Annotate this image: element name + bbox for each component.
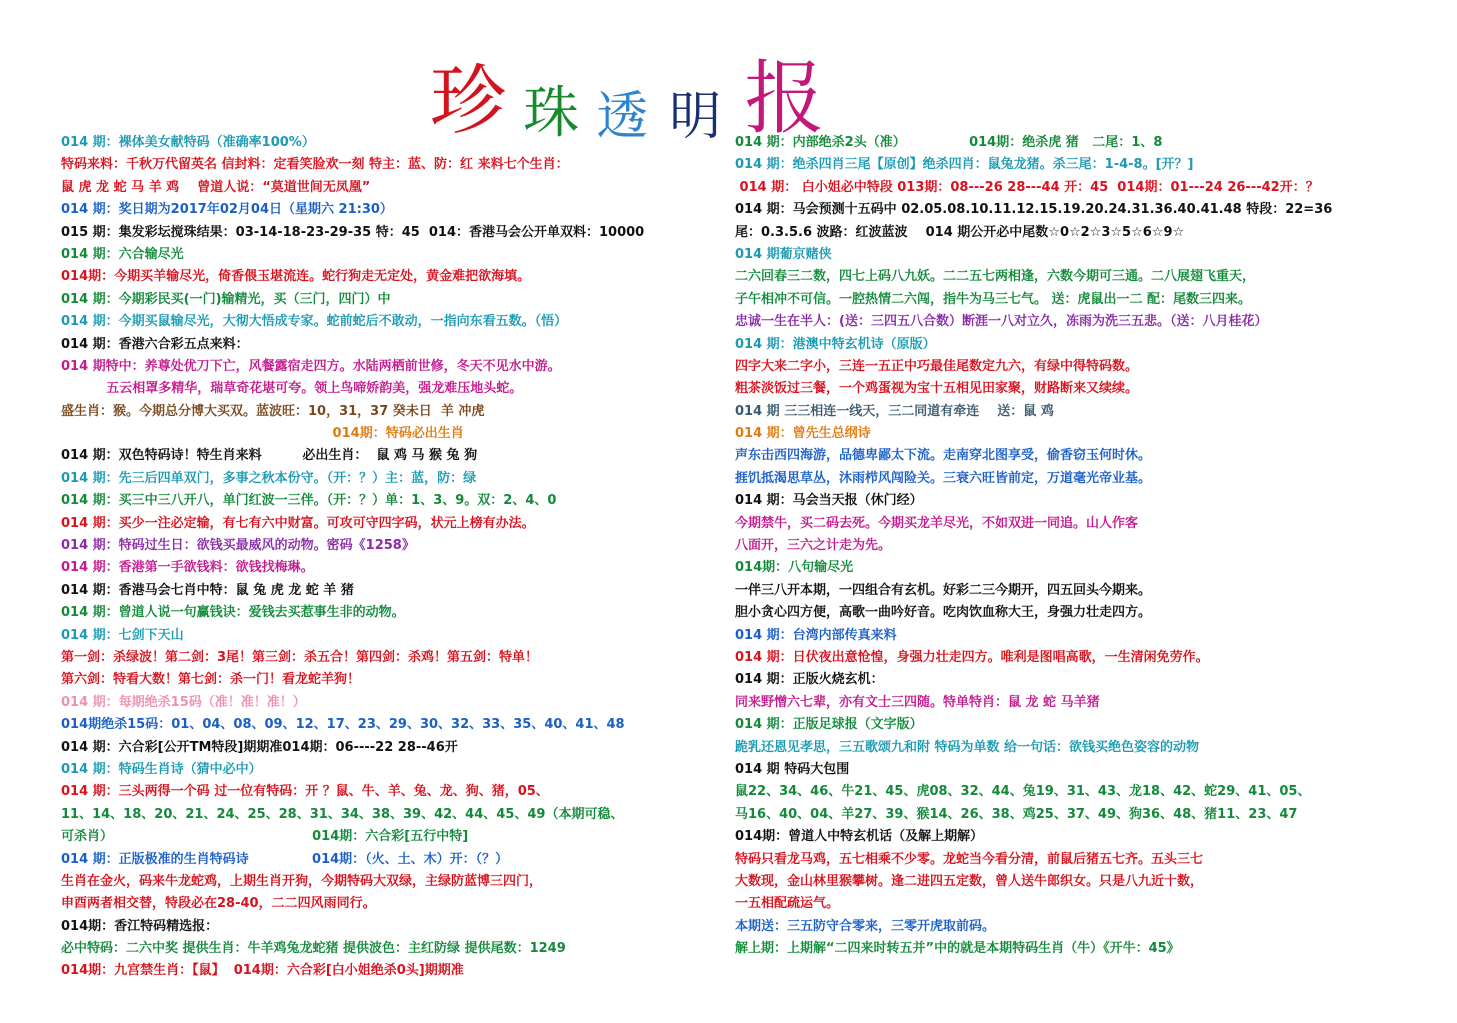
text-line: 声东击西四海游，品德卑鄙太下流。走南穿北图享受，偷香窃玉何时休。 xyxy=(735,448,1152,464)
text-line: 014 期：特码过生日：欲钱买最威风的动物。密码《1258》 xyxy=(61,538,415,554)
text-line: 014 期：曾道人说一句赢钱诀：爱钱去买惹事生非的动物。 xyxy=(61,605,405,621)
text-line: 鼠22、34、46、牛21、45、虎08、32、44、兔19、31、43、龙18、42、蛇29、41、05、 xyxy=(735,784,1311,800)
text-line: 014 期：日伏夜出意怆惶，身强力壮走四方。唯利是图唱高歌，一生清闲免劳作。 xyxy=(735,649,1209,665)
text-line: 捱饥抵渴思草丛，沐雨栉风闯险关。三衰六旺皆前定，万道毫光帝业基。 xyxy=(735,470,1152,486)
text-line: 014期：香江特码精选报： xyxy=(61,918,219,934)
text-line: 八面开，三六之计走为先。 xyxy=(735,538,892,554)
text-line: 014 期：买三中三八开八，单门红波一三伴。（开：？）单：1、3、9。双：2、4、0 xyxy=(61,493,557,509)
text-line: 014 期： 白小姐必中特段 013期：08---26 28---44 开：45 014期：01---24 26---42开：？ xyxy=(735,179,1319,195)
text-line: 本期送：三五防守合零来，三零开虎取前码。 xyxy=(735,918,996,934)
text-line: 014 期：先三后四单双门，多事之秋本份守。（开：？）主：蓝，防：绿 xyxy=(61,470,477,486)
text-line: 014 期：正版火烧玄机： xyxy=(735,672,884,688)
text-line: 014 期特中：养尊处优刀下亡，风餐露宿走四方。水陆两栖前世修，冬天不见水中游。 xyxy=(61,358,561,374)
page-title xyxy=(430,34,825,147)
text-line: 014 期：特码生肖诗（猜中必中） xyxy=(61,761,262,777)
text-line: 014 期：每期绝杀15码（准！准！准！） xyxy=(61,694,306,710)
text-line: 第六剑：特看大数！第七剑：杀一门！看龙蛇羊狗！ xyxy=(61,672,361,688)
text-line: 014 期：裸体美女献特码（准确率100%） xyxy=(61,135,315,150)
text-line: 014 期：买少一注必定输，有七有六中财富。可攻可守四字码，状元上榜有办法。 xyxy=(61,515,535,531)
text-line: 015 期：集发彩坛搅珠结果：03-14-18-23-29-35 特：45 014：香港马会公开单双料：10000 xyxy=(61,224,645,240)
title-char-2: 珠 xyxy=(523,81,580,146)
text-line: 同来野憎六七辈，亦有文士三四随。特单特肖：鼠 龙 蛇 马羊猪 xyxy=(735,694,1100,710)
text-line: 子午相冲不可信。一腔热情二六闯，指牛为马三七气。 送：虎鼠出一二 配：尾数三四来。 xyxy=(735,291,1252,307)
text-line: 014 期：双色特码诗！特生肖来料 必出生肖： 鼠 鸡 马 猴 兔 狗 xyxy=(61,448,478,464)
text-line: 必中特码：二六中奖 提供生肖：牛羊鸡兔龙蛇猪 提供波色：主红防绿 提供尾数：1249 xyxy=(61,941,566,957)
text-line: 014 期：今期彩民买(一门)输精光，买（三门，四门）中 xyxy=(61,291,391,307)
text-line: 特码只看龙马鸡，五七相乘不少零。龙蛇当今看分清，前鼠后猪五七齐。五头三七 xyxy=(735,851,1204,867)
text-line: 014 期：六合输尽光 xyxy=(61,246,184,262)
text-line: 盛生肖：猴。今期总分博大买双。蓝波旺：10，31，37 癸未日 羊 冲虎 xyxy=(61,403,485,419)
right-column xyxy=(735,132,1435,960)
text-line: 一五相配疏运气。 xyxy=(735,896,840,912)
text-line: 014 期：马会当天报（休门经） xyxy=(735,493,923,509)
text-line: 014 期：绝杀四肖三尾【原创】绝杀四肖：鼠兔龙猪。杀三尾：1-4-8。[开？] xyxy=(735,157,1194,173)
text-line: 二六回春三二数，四七上码八九妖。二二五七两相逢，六数今期可三通。二八展翅飞重天， xyxy=(735,269,1256,285)
text-line: 014 期：六合彩[公开TM特段]期期准014期：06----22 28--46开 xyxy=(61,739,458,755)
left-column xyxy=(61,132,721,983)
text-line: 014 期：香港第一手欲钱料：欲钱找梅琳。 xyxy=(61,560,314,576)
text-line: 014 期：正版足球报（文字版） xyxy=(735,717,923,733)
text-line: 鼠 虎 龙 蛇 马 羊 鸡 曾道人说：“莫道世间无凤凰” xyxy=(61,179,371,195)
text-line: 014期绝杀15码：01、04、08、09、12、17、23、29、30、32、33、35、40、41、48 xyxy=(61,717,625,733)
title-char-4: 明 xyxy=(669,87,722,147)
text-line: 粗茶淡饭过三餐，一个鸡蛋视为宝十五相见田家聚，财路断来又续续。 xyxy=(735,381,1139,397)
text-line: 跪乳还恩见孝思，三五歌颂九和附 特码为单数 给一句话：欲钱买绝色姿容的动物 xyxy=(735,739,1200,755)
text-line: 忠诚一生在半人：(送：三四五八合数）断涯一八对立久，冻雨为洗三五悲。（送：八月桂花） xyxy=(735,314,1268,330)
text-line: 014 期 特码大包围 xyxy=(735,761,850,777)
text-line: 四字大来二字小，三连一五正中巧最佳尾数定九六，有绿中得特码数。 xyxy=(735,358,1139,374)
text-line: 014 期：七剑下天山 xyxy=(61,627,184,643)
text-line: 第一剑：杀绿波！第二剑：3尾！第三剑：杀五合！第四剑：杀鸡！第五剑：特单！ xyxy=(61,649,539,665)
text-line: 014 期：奖日期为2017年02月04日（星期六 21:30） xyxy=(61,202,393,218)
text-line: 014 期 三三相连一线天，三二同道有牵连 送：鼠 鸡 xyxy=(735,403,1054,419)
text-line: 014 期：香港马会七肖中特：鼠 兔 虎 龙 蛇 羊 猪 xyxy=(61,582,354,598)
text-line: 解上期：上期解“二四来时转五并”中的就是本期特码生肖（牛）《开牛：45》 xyxy=(735,941,1180,957)
text-line: 014 期：正版极准的生肖特码诗 014期：（火、土、木）开：（？） xyxy=(61,851,509,867)
text-line: 尾：0.3.5.6 波路：红波蓝波 014 期公开必中尾数☆0☆2☆3☆5☆6☆9☆ xyxy=(735,224,1185,240)
title-char-5: 报 xyxy=(744,52,825,145)
text-line: 014 期：曾先生总纲诗 xyxy=(735,426,871,442)
text-line: 五云相罩多精华，瑞草奇花堪可夸。领上鸟啼娇韵美，强龙难压地头蛇。 xyxy=(61,381,523,397)
text-line: 胆小贪心四方便，高歌一曲吟好音。吃肉饮血称大王，身强力壮走四方。 xyxy=(735,605,1152,621)
text-line: 014 期：台湾内部传真来料 xyxy=(735,627,897,643)
title-char-1: 珍 xyxy=(430,56,506,145)
text-line: 014 期：香港六合彩五点来料： xyxy=(61,336,249,352)
text-line: 014 期：今期买鼠输尽光，大彻大悟成专家。蛇前蛇后不敢动，一指向东看五数。（悟） xyxy=(61,314,568,330)
text-line: 申酉两者相交替，特段必在28-40，二二四风雨同行。 xyxy=(61,896,376,912)
text-line: 014期：曾道人中特玄机话（及解上期解） xyxy=(735,829,984,845)
text-line: 11、14、18、20、21、24、25、28、31、34、38、39、42、44、45、49（本期可稳、 xyxy=(61,806,624,822)
text-line: 014期：特码必出生肖 xyxy=(61,426,464,442)
text-line: 014期：今期买羊输尽光，倚香偎玉堪流连。蛇行狗走无定处，黄金难把欲海填。 xyxy=(61,269,531,285)
text-line: 014 期：内部绝杀2头（准） 014期：绝杀虎 猪 二尾：1、8 xyxy=(735,135,1163,150)
text-line: 今期禁牛，买二码去死。今期买龙羊尽光，不如双进一同追。山人作客 xyxy=(735,515,1139,531)
text-line: 马16、40、04、羊27、39、猴14、26、38、鸡25、37、49、狗36、48、猪11、23、47 xyxy=(735,806,1298,822)
text-line: 一伴三八开本期，一四组合有玄机。好彩二三今期开，四五回头今期来。 xyxy=(735,582,1152,598)
title-char-3: 透 xyxy=(596,87,649,147)
text-line: 特码来料：千秋万代留英名 信封料：定看笑脸欢一刻 特主：蓝、防：红 来料七个生肖： xyxy=(61,157,569,173)
text-line: 014 期：三头两得一个码 过一位有特码：开 ？鼠、牛、羊、兔、龙、狗、猪，05、 xyxy=(61,784,549,800)
text-line: 可杀肖） 014期：六合彩[五行中特] xyxy=(61,829,469,845)
text-line: 生肖在金火，码来牛龙蛇鸡，上期生肖开狗，今期特码大双绿，主绿防蓝博三四门， xyxy=(61,873,543,889)
text-line: 014期：八句输尽光 xyxy=(735,560,854,576)
text-line: 大数现，金山林里猴攀树。逢二进四五定数，曾人送牛郎织女。只是八九近十数， xyxy=(735,873,1204,889)
text-line: 014 期：港澳中特玄机诗（原版） xyxy=(735,336,936,352)
text-line: 014期：九宫禁生肖：【鼠】 014期：六合彩[白小姐绝杀0头]期期准 xyxy=(61,963,464,979)
text-line: 014 期葡京赌侠 xyxy=(735,246,832,262)
text-line: 014 期：马会预测十五码中 02.05.08.10.11.12.15.19.20.24.31.36.40.41.48 特段：22=36 xyxy=(735,202,1333,218)
